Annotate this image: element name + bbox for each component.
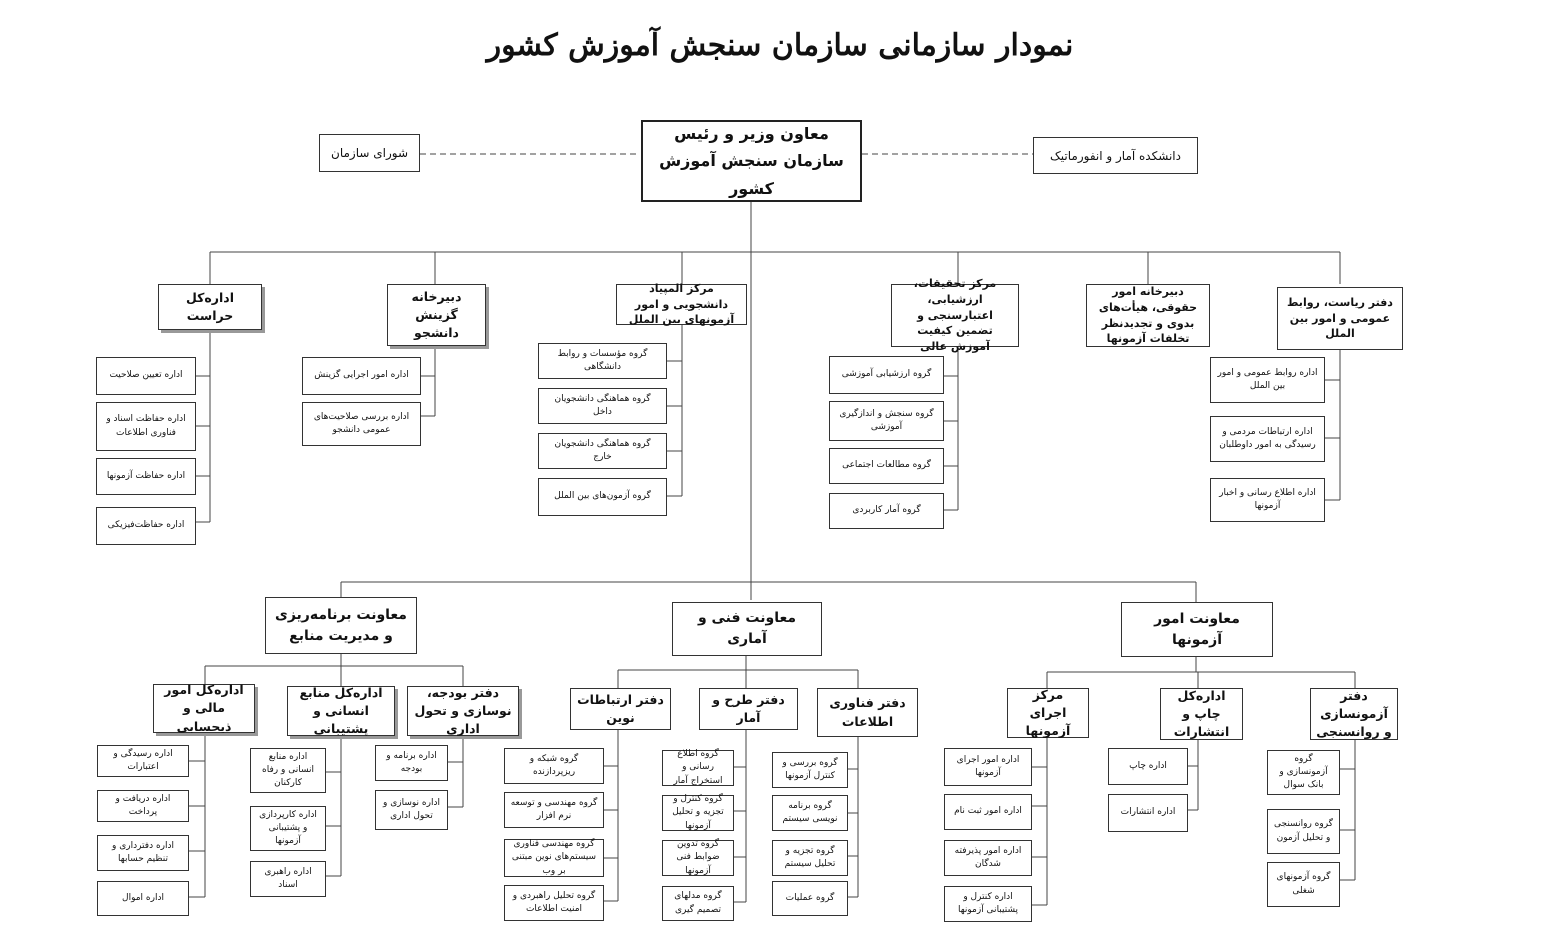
unit-stats-1: گروه اطلاع رسانی و استخراج آمار [662, 750, 734, 786]
head-box: معاون وزیر و رئیس سازمان سنجش آموزش کشور [641, 120, 862, 202]
unit-security-3: اداره حفاظت آزمونها [96, 458, 196, 495]
unit-exam-4: اداره کنترل و پشتیبانی آزمونها [944, 886, 1032, 922]
dept-olympiad: مرکز المپیاد دانشجویی و امور آزمونهای بین الملل [616, 284, 747, 325]
office-budget: دفتر بودجه، نوسازی و تحول اداری [407, 686, 519, 736]
unit-selection-2: اداره بررسی صلاحیت‌های عمومی دانشجو [302, 402, 421, 446]
unit-selection-1: اداره امور اجرایی گزینش [302, 357, 421, 395]
unit-hr-2: اداره کارپردازی و پشتیبانی آزمونها [250, 806, 326, 851]
office-finance: اداره‌کل امور مالی و ذیحسابی [153, 684, 255, 733]
deputy-planning: معاونت برنامه‌ریزی و مدیریت منابع [265, 597, 417, 654]
unit-olympiad-1: گروه مؤسسات و روابط دانشگاهی [538, 343, 667, 379]
unit-it-4: گروه عملیات [772, 881, 848, 916]
unit-comm-1: گروه شبکه و ریزپردازنده [504, 748, 604, 784]
unit-design-3: گروه آزمونهای شغلی [1267, 862, 1340, 907]
unit-research-1: گروه ارزشیابی آموزشی [829, 356, 944, 394]
unit-research-2: گروه سنجش و اندازگیری آموزشی [829, 401, 944, 441]
unit-exam-2: اداره امور ثبت نام [944, 794, 1032, 830]
office-it: دفتر فناوری اطلاعات [817, 688, 918, 737]
unit-exam-3: اداره امور پذیرفته شدگان [944, 840, 1032, 876]
unit-olympiad-2: گروه هماهنگی دانشجویان داخل [538, 388, 667, 424]
dept-security: اداره‌کل حراست [158, 284, 262, 330]
unit-it-3: گروه تجزیه و تحلیل سیستم [772, 840, 848, 876]
faculty-box: دانشکده آمار و انفورماتیک [1033, 137, 1198, 174]
office-test-design: دفتر آزمونسازی و روانسنجی [1310, 688, 1398, 740]
unit-finance-2: اداره دریافت و پرداخت [97, 790, 189, 822]
unit-comm-4: گروه تحلیل راهبردی و امنیت اطلاعات [504, 885, 604, 921]
unit-finance-3: اداره دفترداری و تنظیم حسابها [97, 835, 189, 871]
unit-olympiad-3: گروه هماهنگی دانشجویان خارج [538, 433, 667, 469]
unit-it-2: گروه برنامه نویسی سیستم [772, 795, 848, 831]
dept-legal: دبیرخانه امور حقوقی، هیأت‌های بدوی و تجدیدنظر تخلفات آزمونها [1086, 284, 1210, 347]
unit-hr-3: اداره راهبری اسناد [250, 861, 326, 897]
deputy-exams: معاونت امور آزمونها [1121, 602, 1273, 657]
unit-security-4: اداره حفاظت‌فیزیکی [96, 507, 196, 545]
unit-stats-3: گروه تدوین ضوابط فنی آزمونها [662, 840, 734, 876]
deputy-technical: معاونت فنی و آماری [672, 602, 822, 656]
unit-security-1: اداره تعیین صلاحیت [96, 357, 196, 395]
unit-finance-1: اداره رسیدگی و اعتبارات [97, 745, 189, 777]
office-communications: دفتر ارتباطات نوین [570, 688, 671, 730]
unit-presidency-3: اداره اطلاع رسانی و اخبار آزمونها [1210, 478, 1325, 522]
unit-design-1: گروه آزمونسازی و بانک سوال [1267, 750, 1340, 795]
office-hr: اداره‌کل منابع انسانی و پشتیبانی [287, 686, 395, 736]
unit-presidency-1: اداره روابط عمومی و امور بین الملل [1210, 357, 1325, 403]
council-box: شورای سازمان [319, 134, 420, 172]
unit-design-2: گروه روانسنجی و تحلیل آزمون [1267, 809, 1340, 854]
dept-research: مرکز تحقیقات، ارزشیابی، اعتبارسنجی و تضمین کیفیت آموزش عالی [891, 284, 1019, 347]
unit-research-3: گروه مطالعات اجتماعی [829, 448, 944, 484]
unit-budget-1: اداره برنامه و بودجه [375, 745, 448, 781]
unit-stats-2: گروه کنترل و تجزیه و تحلیل آزمونها [662, 795, 734, 831]
dept-selection: دبیرخانه گزینش دانشجو [387, 284, 486, 346]
unit-finance-4: اداره اموال [97, 881, 189, 916]
unit-print-1: اداره چاپ [1108, 748, 1188, 785]
office-printing: اداره‌کل چاپ و انتشارات [1160, 688, 1243, 740]
dept-presidency: دفتر ریاست، روابط عمومی و امور بین الملل [1277, 287, 1403, 350]
unit-budget-2: اداره نوسازی و تحول اداری [375, 790, 448, 830]
unit-research-4: گروه آمار کاربردی [829, 493, 944, 529]
unit-presidency-2: اداره ارتباطات مردمی و رسیدگی به امور داوطلبان [1210, 416, 1325, 462]
unit-stats-4: گروه مدلهای تصمیم گیری [662, 886, 734, 921]
unit-it-1: گروه بررسی و کنترل آزمونها [772, 752, 848, 788]
unit-hr-1: اداره منابع انسانی و رفاه کارکنان [250, 748, 326, 793]
unit-print-2: اداره انتشارات [1108, 794, 1188, 832]
unit-olympiad-4: گروه آزمون‌های بین الملل [538, 478, 667, 516]
unit-comm-2: گروه مهندسی و توسعه نرم افزار [504, 792, 604, 828]
office-exam-center: مرکز اجرای آزمونها [1007, 688, 1089, 738]
office-planning-stats: دفتر طرح و آمار [699, 688, 798, 730]
unit-exam-1: اداره امور اجرای آزمونها [944, 748, 1032, 786]
unit-comm-3: گروه مهندسی فناوری سیستم‌های نوین مبتنی بر وب [504, 839, 604, 877]
chart-title: نمودار سازمانی سازمان سنجش آموزش کشور [486, 28, 1074, 63]
unit-security-2: اداره حفاظت اسناد و فناوری اطلاعات [96, 402, 196, 451]
